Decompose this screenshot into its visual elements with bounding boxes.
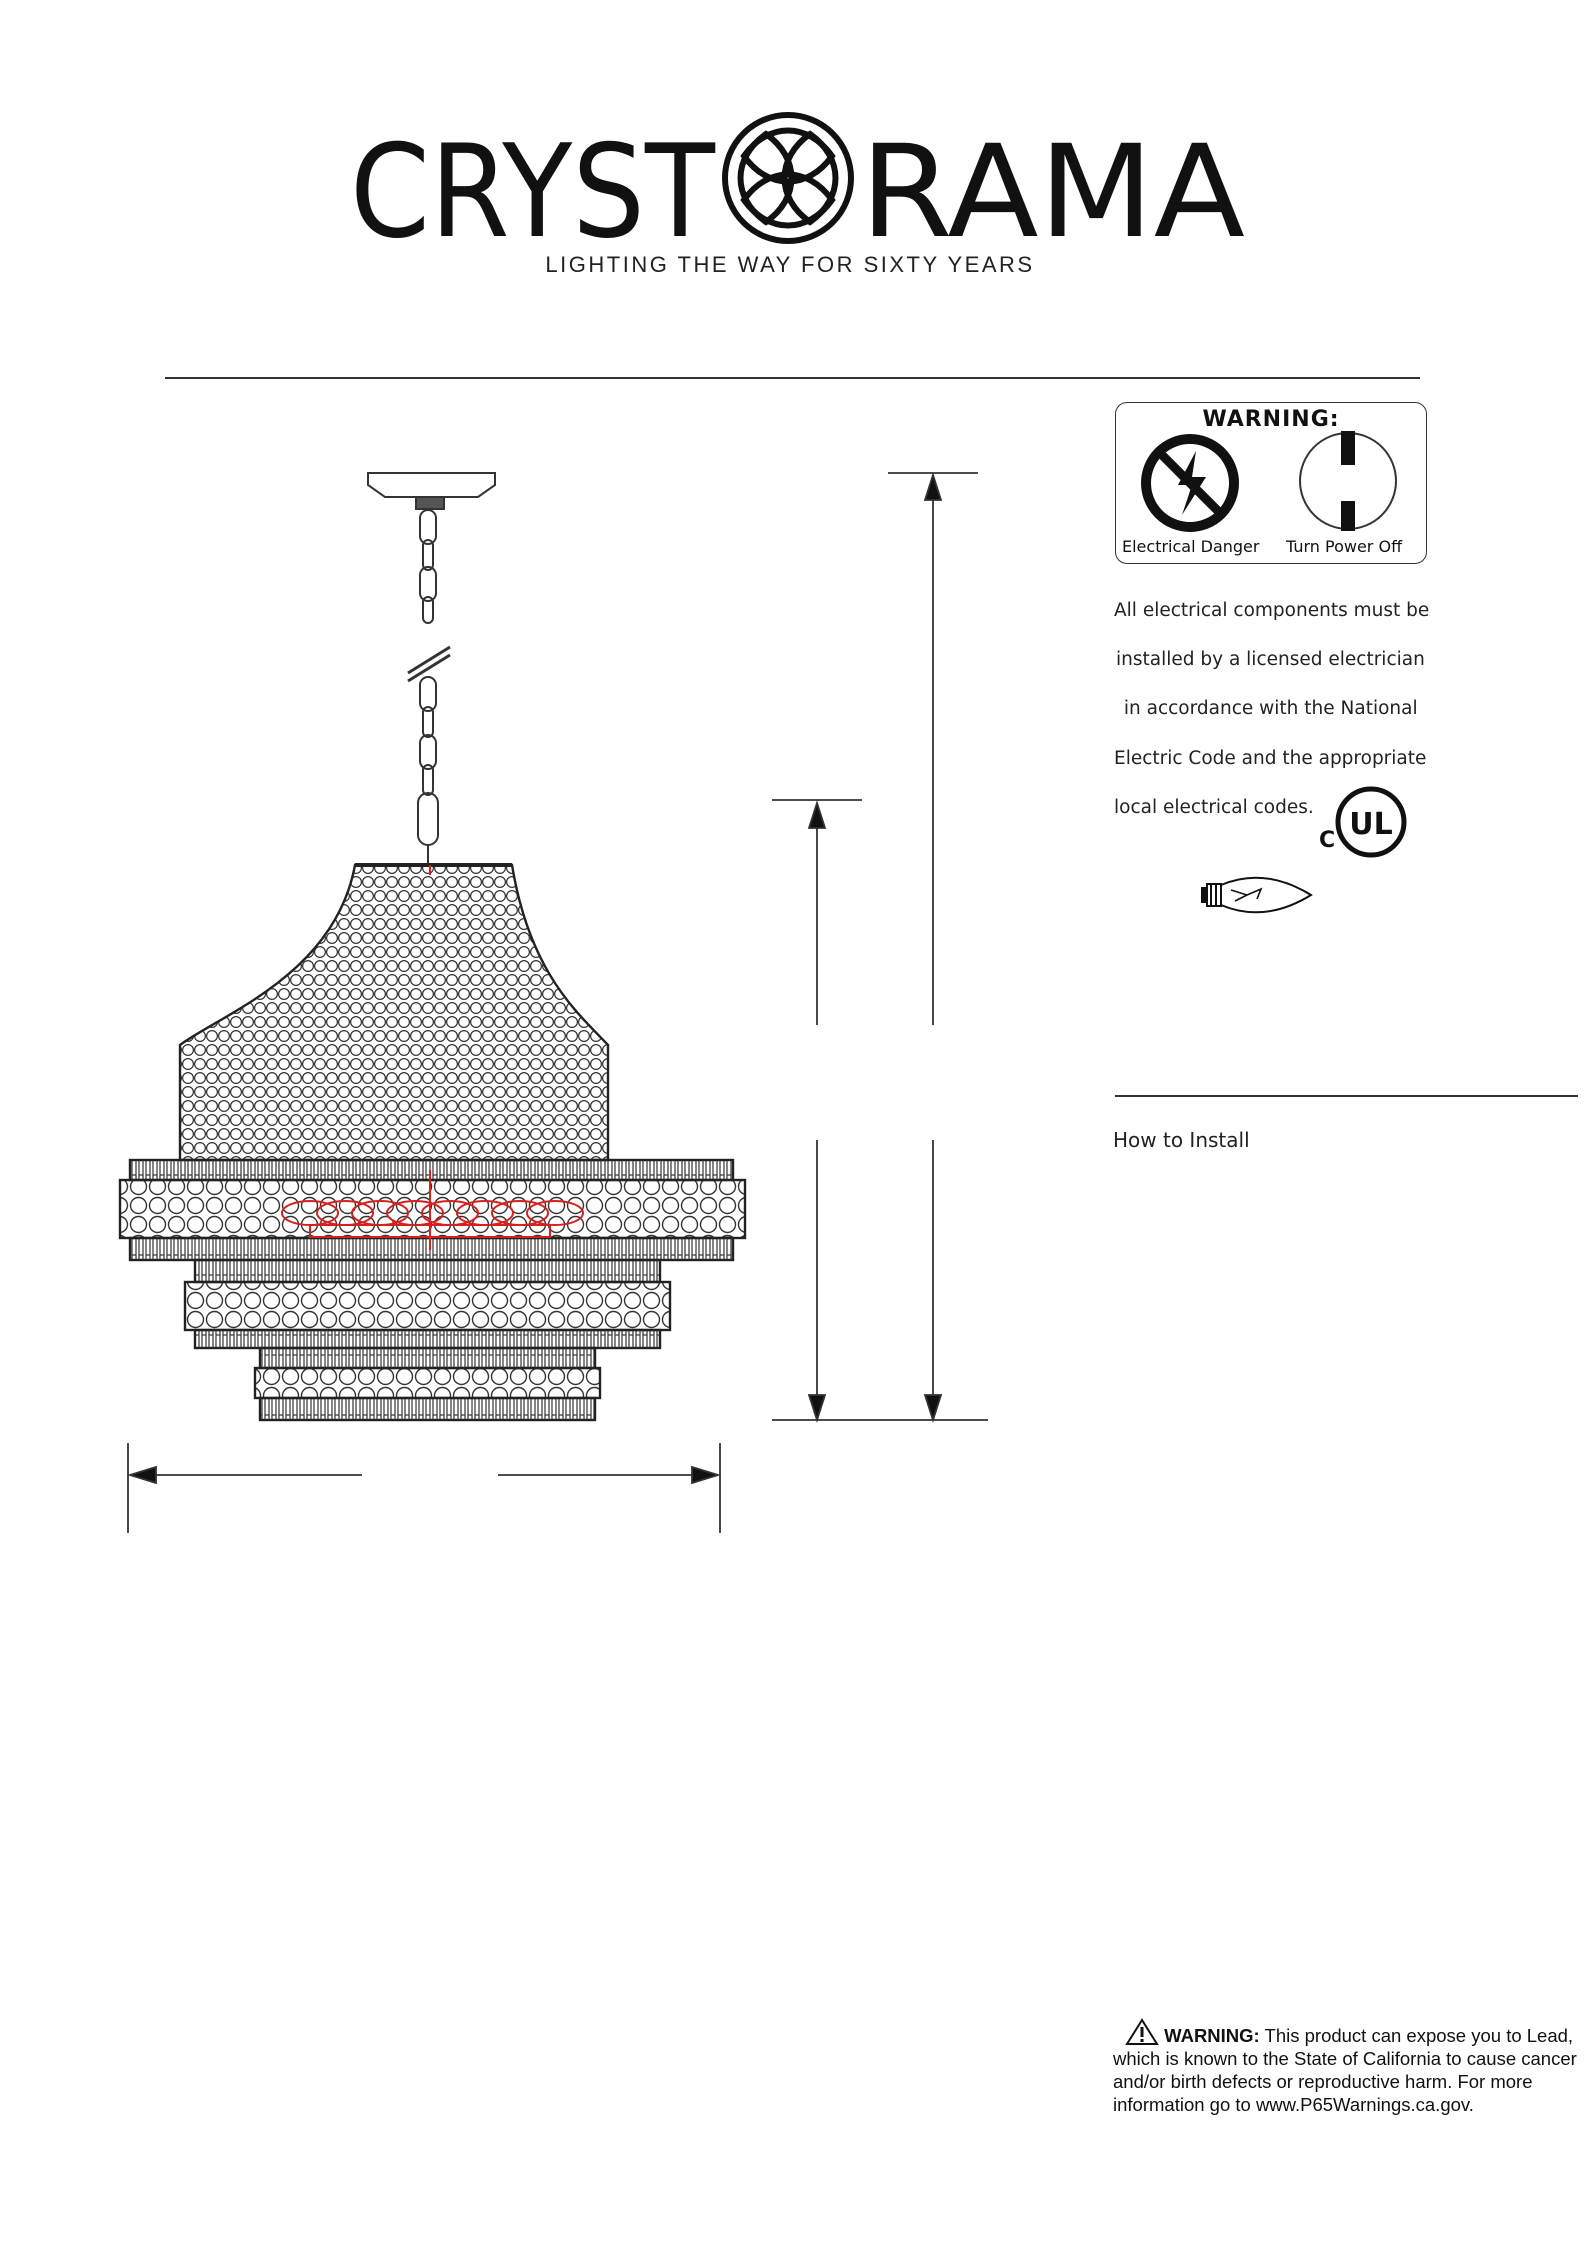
ul-listed-icon [1315,782,1407,862]
how-to-install-heading: How to Install [1113,1128,1250,1152]
power-off-icon [1296,427,1400,535]
notice-line-5: local electrical codes. [1114,797,1314,818]
warning-title: WARNING: [1202,407,1340,432]
upper-beaded-shade [180,865,608,1160]
prop65-text: This product can expose you to Lead, which is known to the State of California to cause cancer and/or birth defects or reproductive harm. For more information go to www.P65Warnings.ca.gov. [1113,2025,1577,2115]
turn-power-off-caption: Turn Power Off [1286,537,1403,556]
tier-2 [185,1260,670,1348]
brand-name-part1: CRYST [350,118,716,267]
notice-line-2: installed by a licensed electrician [1116,649,1425,670]
no-electric-shock-icon [1140,433,1240,533]
canopy [368,473,495,509]
notice-line-3: in accordance with the National [1118,698,1418,719]
install-divider [1115,1095,1578,1097]
chain [408,510,450,865]
header-divider [165,377,1420,379]
brand-name-part2: RAMA [860,118,1245,267]
brand-tagline: LIGHTING THE WAY FOR SIXTY YEARS [545,252,1035,277]
tier-1 [120,1160,745,1260]
prop65-warning [1113,2018,1583,2116]
bulb-icon [1197,870,1317,922]
tier-3 [255,1348,600,1420]
electrical-warning-box [1115,402,1427,564]
logo-ring-icon [725,115,851,241]
ul-mark-text: UL [1349,807,1393,842]
electrical-danger-caption: Electrical Danger [1122,537,1260,556]
notice-line-1: All electrical components must be [1114,600,1430,621]
fixture-drawing [110,455,1010,1535]
prop65-label: WARNING: [1164,2025,1260,2046]
notice-line-4: Electric Code and the appropriate [1114,748,1427,769]
ul-c-text: C [1319,828,1336,853]
warning-triangle-icon [1125,2018,1159,2046]
